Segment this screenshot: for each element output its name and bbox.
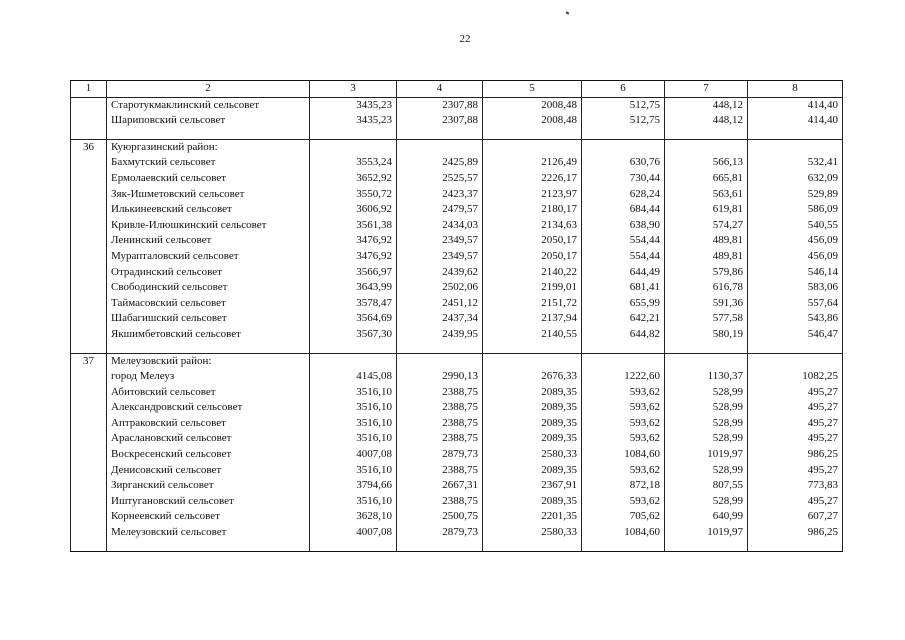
- settlement-name: Илькинеевский сельсовет: [107, 202, 310, 218]
- value-cell: 495,27: [748, 400, 843, 416]
- value-cell: 986,25: [748, 525, 843, 541]
- table-row: [71, 369, 843, 385]
- value-cell: 655,99: [582, 296, 665, 312]
- value-cell: 3435,23: [310, 97, 397, 113]
- value-cell: 1084,60: [582, 447, 665, 463]
- value-cell: 2425,89: [397, 155, 483, 171]
- row-index-cell: [71, 155, 107, 171]
- section-spacer-row: [71, 129, 843, 140]
- row-index-cell: [71, 280, 107, 296]
- value-cell: 2479,57: [397, 202, 483, 218]
- value-cell: 2089,35: [483, 494, 582, 510]
- value-cell: 632,09: [748, 171, 843, 187]
- settlement-name: Александровский сельсовет: [107, 400, 310, 416]
- value-cell: 665,81: [665, 171, 748, 187]
- value-cell: 630,76: [582, 155, 665, 171]
- value-cell: 495,27: [748, 463, 843, 479]
- row-index-cell: [71, 171, 107, 187]
- value-cell: 2990,13: [397, 369, 483, 385]
- table-row: [71, 478, 843, 494]
- value-cell: 1130,37: [665, 369, 748, 385]
- settlement-name: Таймасовский сельсовет: [107, 296, 310, 312]
- empty-cell: [665, 353, 748, 369]
- value-cell: 1084,60: [582, 525, 665, 541]
- value-cell: 489,81: [665, 233, 748, 249]
- row-index-cell: [71, 385, 107, 401]
- value-cell: 586,09: [748, 202, 843, 218]
- row-index-cell: [71, 296, 107, 312]
- row-index-cell: [71, 494, 107, 510]
- value-cell: 528,99: [665, 463, 748, 479]
- value-cell: 2502,06: [397, 280, 483, 296]
- table-row: [71, 400, 843, 416]
- value-cell: 705,62: [582, 509, 665, 525]
- value-cell: 3652,92: [310, 171, 397, 187]
- value-cell: 2307,88: [397, 97, 483, 113]
- value-cell: 616,78: [665, 280, 748, 296]
- page-number: 22: [459, 33, 471, 45]
- value-cell: 2388,75: [397, 494, 483, 510]
- value-cell: 1019,97: [665, 447, 748, 463]
- section-spacer-row: [71, 541, 843, 552]
- empty-cell: [665, 139, 748, 155]
- settlement-name: Старотукмаклинский сельсовет: [107, 97, 310, 113]
- table-row: [71, 187, 843, 203]
- table-row: [71, 218, 843, 234]
- empty-cell: [483, 343, 582, 354]
- empty-cell: [582, 541, 665, 552]
- settlement-name: Абитовский сельсовет: [107, 385, 310, 401]
- value-cell: 529,89: [748, 187, 843, 203]
- value-cell: 512,75: [582, 113, 665, 129]
- value-cell: 644,49: [582, 265, 665, 281]
- table-row: [71, 97, 843, 113]
- value-cell: 2349,57: [397, 233, 483, 249]
- empty-cell: [397, 129, 483, 140]
- value-cell: 2439,95: [397, 327, 483, 343]
- value-cell: 3564,69: [310, 311, 397, 327]
- value-cell: 2439,62: [397, 265, 483, 281]
- value-cell: 2525,57: [397, 171, 483, 187]
- value-cell: 579,86: [665, 265, 748, 281]
- value-cell: 2388,75: [397, 416, 483, 432]
- value-cell: 2676,33: [483, 369, 582, 385]
- value-cell: 3516,10: [310, 400, 397, 416]
- settlement-name: Якшимбетовский сельсовет: [107, 327, 310, 343]
- table-row: [71, 296, 843, 312]
- value-cell: 1082,25: [748, 369, 843, 385]
- value-cell: 644,82: [582, 327, 665, 343]
- value-cell: 495,27: [748, 431, 843, 447]
- value-cell: 3606,92: [310, 202, 397, 218]
- empty-cell: [665, 129, 748, 140]
- value-cell: 554,44: [582, 249, 665, 265]
- value-cell: 2050,17: [483, 233, 582, 249]
- value-cell: 2367,91: [483, 478, 582, 494]
- value-cell: 546,47: [748, 327, 843, 343]
- empty-cell: [310, 541, 397, 552]
- row-index-cell: [71, 431, 107, 447]
- value-cell: 2434,03: [397, 218, 483, 234]
- value-cell: 3566,97: [310, 265, 397, 281]
- settlement-name: Денисовский сельсовет: [107, 463, 310, 479]
- value-cell: 2307,88: [397, 113, 483, 129]
- value-cell: 557,64: [748, 296, 843, 312]
- value-cell: 2089,35: [483, 400, 582, 416]
- settlement-name: Зирганский сельсовет: [107, 478, 310, 494]
- empty-cell: [107, 129, 310, 140]
- settlement-name: Кривле-Илюшкинский сельсовет: [107, 218, 310, 234]
- empty-cell: [582, 139, 665, 155]
- value-cell: 2140,22: [483, 265, 582, 281]
- value-cell: 642,21: [582, 311, 665, 327]
- value-cell: 456,09: [748, 249, 843, 265]
- empty-cell: [748, 353, 843, 369]
- value-cell: 2089,35: [483, 431, 582, 447]
- row-index-cell: [71, 233, 107, 249]
- row-index-cell: [71, 478, 107, 494]
- table-row: [71, 416, 843, 432]
- value-cell: 2137,94: [483, 311, 582, 327]
- value-cell: 3516,10: [310, 431, 397, 447]
- empty-cell: [748, 139, 843, 155]
- value-cell: 2388,75: [397, 400, 483, 416]
- value-cell: 2123,97: [483, 187, 582, 203]
- value-cell: 563,61: [665, 187, 748, 203]
- table-row: [71, 113, 843, 129]
- value-cell: 3516,10: [310, 385, 397, 401]
- value-cell: 2008,48: [483, 97, 582, 113]
- settlement-name: Араслановский сельсовет: [107, 431, 310, 447]
- value-cell: 2580,33: [483, 447, 582, 463]
- empty-cell: [397, 343, 483, 354]
- value-cell: 1019,97: [665, 525, 748, 541]
- section-index: 36: [71, 139, 107, 155]
- value-cell: 448,12: [665, 97, 748, 113]
- value-cell: 546,14: [748, 265, 843, 281]
- row-index-cell: [71, 202, 107, 218]
- table-row: [71, 265, 843, 281]
- empty-cell: [665, 541, 748, 552]
- section-title: Мелеузовский район:: [107, 353, 310, 369]
- settlement-name: Шабагишский сельсовет: [107, 311, 310, 327]
- value-cell: 2226,17: [483, 171, 582, 187]
- settlement-name: Свободинский сельсовет: [107, 280, 310, 296]
- value-cell: 2151,72: [483, 296, 582, 312]
- row-index-cell: [71, 400, 107, 416]
- row-index-cell: [71, 249, 107, 265]
- row-index-cell: [71, 187, 107, 203]
- value-cell: 619,81: [665, 202, 748, 218]
- value-cell: 607,27: [748, 509, 843, 525]
- table-row: [71, 385, 843, 401]
- value-cell: 566,13: [665, 155, 748, 171]
- empty-cell: [582, 129, 665, 140]
- column-header: 6: [582, 81, 665, 98]
- value-cell: 2089,35: [483, 385, 582, 401]
- value-cell: 495,27: [748, 494, 843, 510]
- row-index-cell: [71, 509, 107, 525]
- value-cell: 2437,34: [397, 311, 483, 327]
- value-cell: 638,90: [582, 218, 665, 234]
- table-row: [71, 202, 843, 218]
- value-cell: 681,41: [582, 280, 665, 296]
- empty-cell: [582, 343, 665, 354]
- value-cell: 2451,12: [397, 296, 483, 312]
- value-cell: 3794,66: [310, 478, 397, 494]
- row-index-cell: [71, 97, 107, 113]
- value-cell: 2423,37: [397, 187, 483, 203]
- value-cell: 2388,75: [397, 385, 483, 401]
- value-cell: 4007,08: [310, 525, 397, 541]
- empty-cell: [310, 343, 397, 354]
- section-index: 37: [71, 353, 107, 369]
- value-cell: 3516,10: [310, 463, 397, 479]
- value-cell: 2500,75: [397, 509, 483, 525]
- row-index-cell: [71, 218, 107, 234]
- row-index-cell: [71, 311, 107, 327]
- value-cell: 2667,31: [397, 478, 483, 494]
- value-cell: 554,44: [582, 233, 665, 249]
- value-cell: 4145,08: [310, 369, 397, 385]
- value-cell: 528,99: [665, 431, 748, 447]
- value-cell: 3553,24: [310, 155, 397, 171]
- value-cell: 414,40: [748, 113, 843, 129]
- table-row: [71, 155, 843, 171]
- value-cell: 2349,57: [397, 249, 483, 265]
- row-index-cell: [71, 327, 107, 343]
- empty-cell: [748, 541, 843, 552]
- column-header: 1: [71, 81, 107, 98]
- value-cell: 2140,55: [483, 327, 582, 343]
- value-cell: 2126,49: [483, 155, 582, 171]
- empty-cell: [71, 129, 107, 140]
- value-cell: 3550,72: [310, 187, 397, 203]
- value-cell: 872,18: [582, 478, 665, 494]
- value-cell: 986,25: [748, 447, 843, 463]
- value-cell: 2388,75: [397, 463, 483, 479]
- row-index-cell: [71, 113, 107, 129]
- table-row: [71, 463, 843, 479]
- table-row: [71, 494, 843, 510]
- settlement-name: Ленинский сельсовет: [107, 233, 310, 249]
- value-cell: 2089,35: [483, 416, 582, 432]
- column-header: 7: [665, 81, 748, 98]
- empty-cell: [310, 353, 397, 369]
- value-cell: 3578,47: [310, 296, 397, 312]
- value-cell: 583,06: [748, 280, 843, 296]
- value-cell: 773,83: [748, 478, 843, 494]
- value-cell: 628,24: [582, 187, 665, 203]
- value-cell: 574,27: [665, 218, 748, 234]
- empty-cell: [107, 541, 310, 552]
- value-cell: 414,40: [748, 97, 843, 113]
- value-cell: 528,99: [665, 385, 748, 401]
- table-row: [71, 509, 843, 525]
- empty-cell: [397, 353, 483, 369]
- settlement-name: Отрадинский сельсовет: [107, 265, 310, 281]
- table-row: [71, 327, 843, 343]
- table-row: [71, 233, 843, 249]
- value-cell: 577,58: [665, 311, 748, 327]
- column-header: 3: [310, 81, 397, 98]
- value-cell: 640,99: [665, 509, 748, 525]
- empty-cell: [71, 343, 107, 354]
- value-cell: 495,27: [748, 416, 843, 432]
- empty-cell: [397, 541, 483, 552]
- settlement-name: Иштугановский сельсовет: [107, 494, 310, 510]
- empty-cell: [483, 353, 582, 369]
- column-number-row: [71, 81, 843, 98]
- section-title: Куюргазинский район:: [107, 139, 310, 155]
- empty-cell: [483, 541, 582, 552]
- value-cell: 593,62: [582, 416, 665, 432]
- value-cell: 2180,17: [483, 202, 582, 218]
- value-cell: 2199,01: [483, 280, 582, 296]
- value-cell: 1222,60: [582, 369, 665, 385]
- empty-cell: [310, 129, 397, 140]
- value-cell: 528,99: [665, 400, 748, 416]
- value-cell: 3561,38: [310, 218, 397, 234]
- table-row: [71, 447, 843, 463]
- value-cell: 3476,92: [310, 233, 397, 249]
- value-cell: 593,62: [582, 463, 665, 479]
- value-cell: 528,99: [665, 494, 748, 510]
- empty-cell: [397, 139, 483, 155]
- table-row: [71, 311, 843, 327]
- value-cell: 730,44: [582, 171, 665, 187]
- value-cell: 2388,75: [397, 431, 483, 447]
- value-cell: 2879,73: [397, 447, 483, 463]
- table-row: [71, 431, 843, 447]
- value-cell: 528,99: [665, 416, 748, 432]
- row-index-cell: [71, 265, 107, 281]
- empty-cell: [748, 343, 843, 354]
- settlement-name: Зяк-Ишметовский сельсовет: [107, 187, 310, 203]
- column-header: 4: [397, 81, 483, 98]
- value-cell: 4007,08: [310, 447, 397, 463]
- value-cell: 593,62: [582, 385, 665, 401]
- row-index-cell: [71, 369, 107, 385]
- value-cell: 540,55: [748, 218, 843, 234]
- settlement-name: Мелеузовский сельсовет: [107, 525, 310, 541]
- empty-cell: [71, 541, 107, 552]
- value-cell: 495,27: [748, 385, 843, 401]
- value-cell: 2050,17: [483, 249, 582, 265]
- empty-cell: [483, 139, 582, 155]
- row-index-cell: [71, 463, 107, 479]
- section-spacer-row: [71, 343, 843, 354]
- value-cell: 456,09: [748, 233, 843, 249]
- empty-cell: [665, 343, 748, 354]
- section-heading-row: [71, 353, 843, 369]
- settlement-name: Аптраковский сельсовет: [107, 416, 310, 432]
- value-cell: 532,41: [748, 155, 843, 171]
- row-index-cell: [71, 525, 107, 541]
- empty-cell: [582, 353, 665, 369]
- value-cell: 489,81: [665, 249, 748, 265]
- value-cell: 2008,48: [483, 113, 582, 129]
- empty-cell: [483, 129, 582, 140]
- tariff-table: [70, 80, 843, 552]
- settlement-name: Корнеевский сельсовет: [107, 509, 310, 525]
- column-header: 2: [107, 81, 310, 98]
- empty-cell: [748, 129, 843, 140]
- settlement-name: Шариповский сельсовет: [107, 113, 310, 129]
- table-row: [71, 525, 843, 541]
- table-body: [71, 97, 843, 551]
- value-cell: 3476,92: [310, 249, 397, 265]
- value-cell: 3567,30: [310, 327, 397, 343]
- table-row: [71, 249, 843, 265]
- column-header: 8: [748, 81, 843, 98]
- column-header: 5: [483, 81, 582, 98]
- value-cell: 543,86: [748, 311, 843, 327]
- value-cell: 593,62: [582, 431, 665, 447]
- empty-cell: [310, 139, 397, 155]
- value-cell: 593,62: [582, 494, 665, 510]
- empty-cell: [107, 343, 310, 354]
- value-cell: 2134,63: [483, 218, 582, 234]
- value-cell: 580,19: [665, 327, 748, 343]
- value-cell: 807,55: [665, 478, 748, 494]
- row-index-cell: [71, 447, 107, 463]
- value-cell: 2879,73: [397, 525, 483, 541]
- scan-speck: [566, 11, 570, 14]
- value-cell: 593,62: [582, 400, 665, 416]
- row-index-cell: [71, 416, 107, 432]
- value-cell: 591,36: [665, 296, 748, 312]
- settlement-name: город Мелеуз: [107, 369, 310, 385]
- value-cell: 3628,10: [310, 509, 397, 525]
- value-cell: 684,44: [582, 202, 665, 218]
- value-cell: 512,75: [582, 97, 665, 113]
- section-heading-row: [71, 139, 843, 155]
- table-row: [71, 171, 843, 187]
- value-cell: 3643,99: [310, 280, 397, 296]
- settlement-name: Бахмутский сельсовет: [107, 155, 310, 171]
- value-cell: 448,12: [665, 113, 748, 129]
- settlement-name: Мурапталовский сельсовет: [107, 249, 310, 265]
- value-cell: 2089,35: [483, 463, 582, 479]
- value-cell: 3516,10: [310, 416, 397, 432]
- value-cell: 2580,33: [483, 525, 582, 541]
- value-cell: 3516,10: [310, 494, 397, 510]
- table-row: [71, 280, 843, 296]
- value-cell: 2201,35: [483, 509, 582, 525]
- value-cell: 3435,23: [310, 113, 397, 129]
- settlement-name: Ермолаевский сельсовет: [107, 171, 310, 187]
- settlement-name: Воскресенский сельсовет: [107, 447, 310, 463]
